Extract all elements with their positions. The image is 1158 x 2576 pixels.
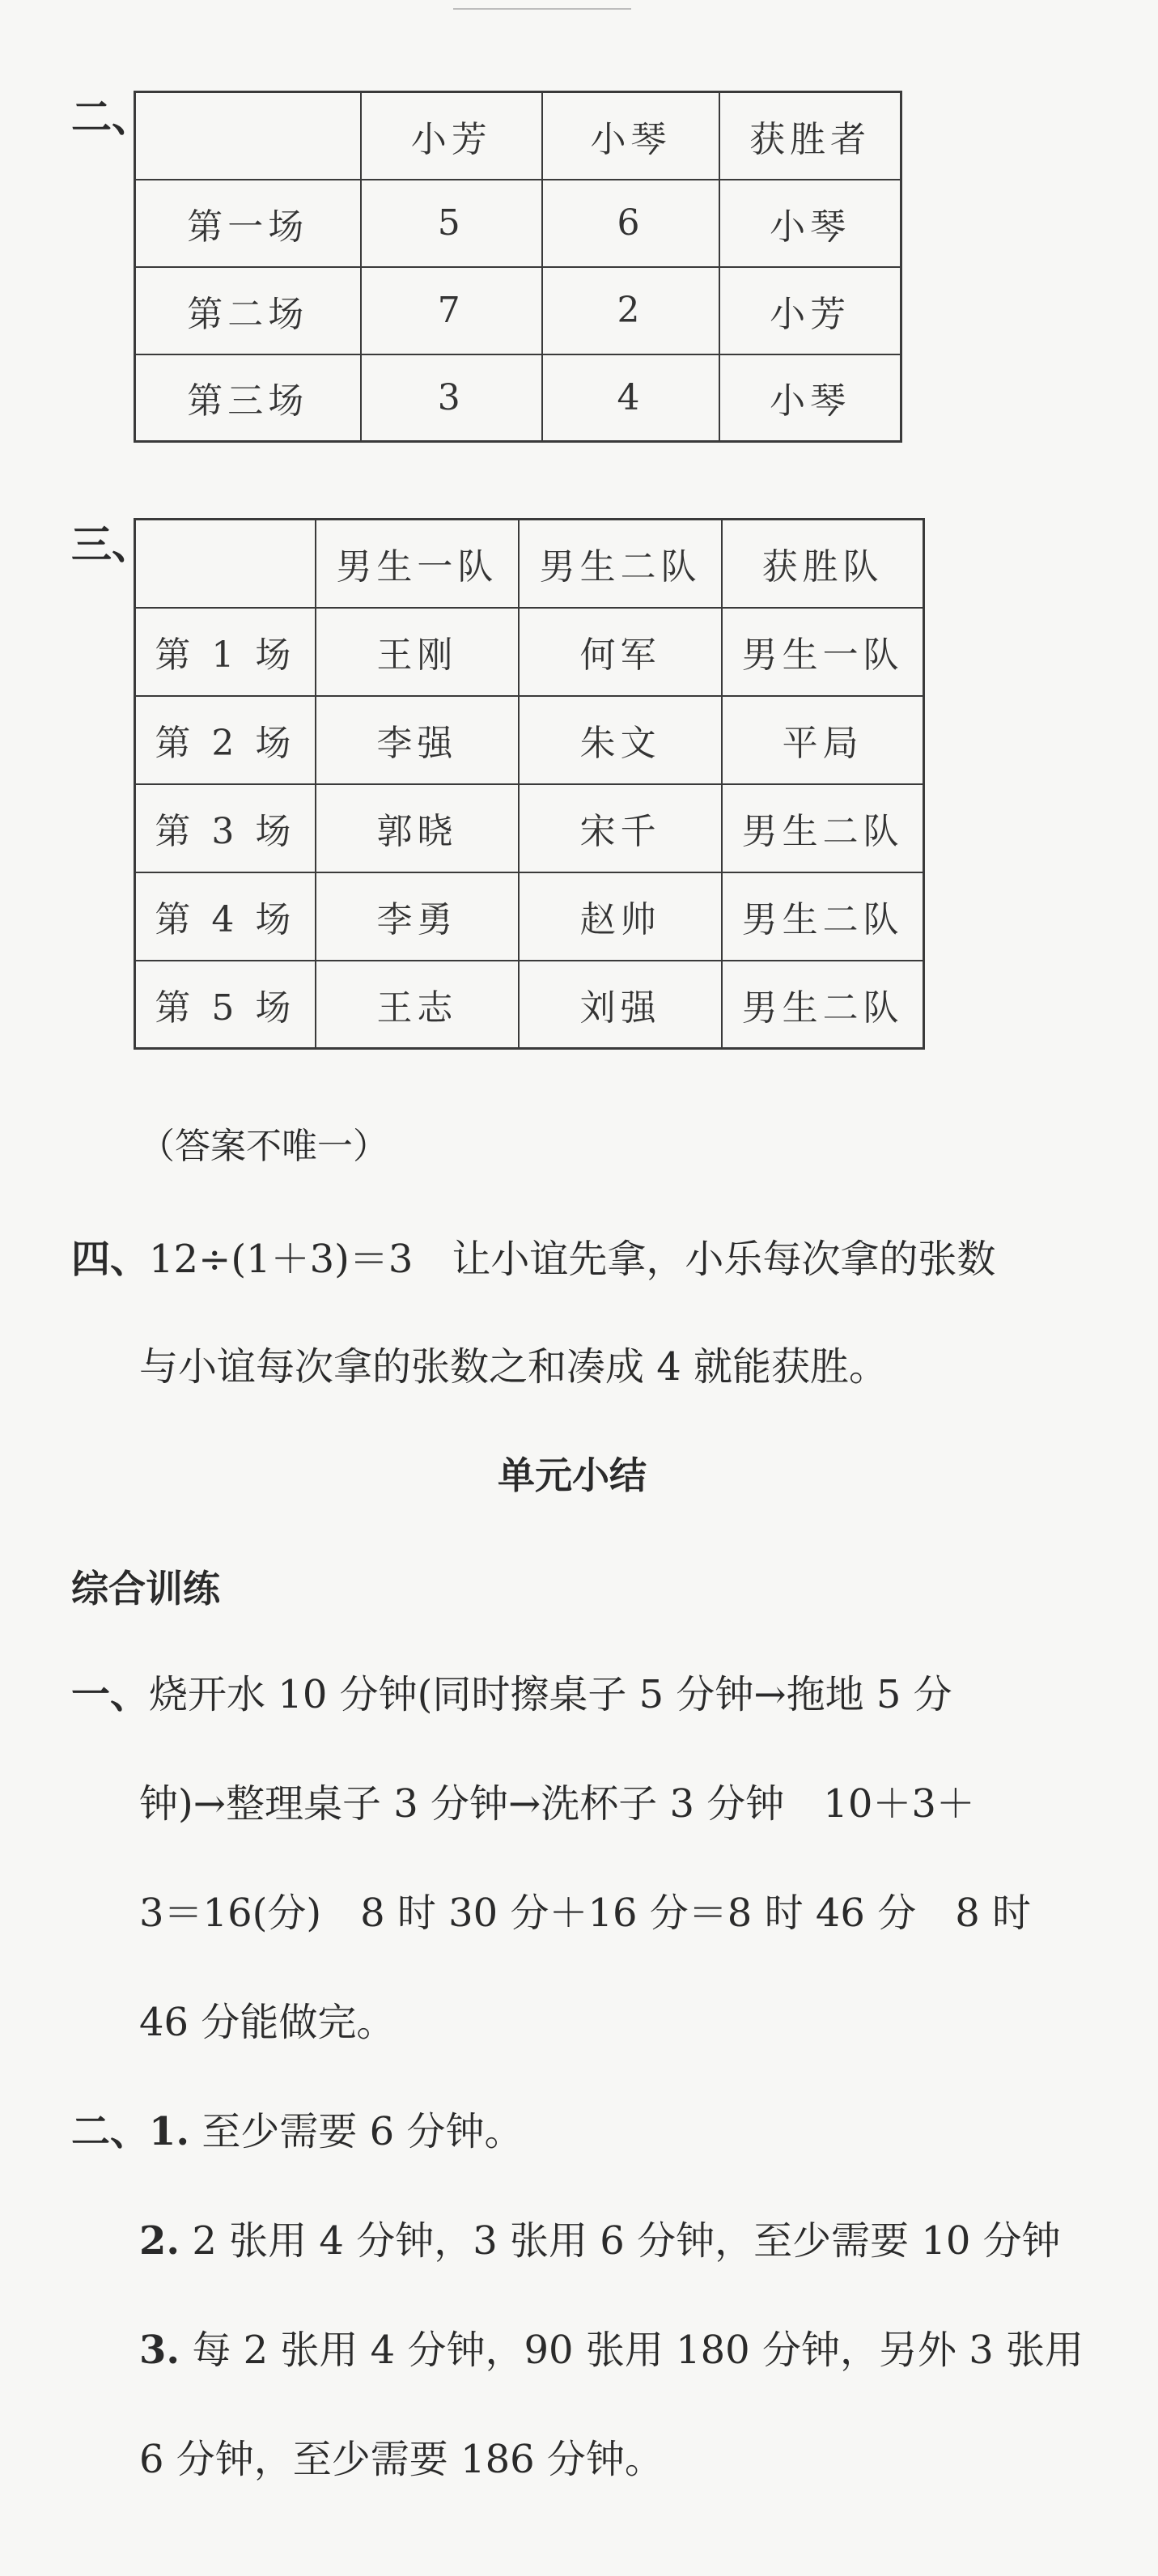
top-divider [453, 8, 631, 10]
section-4-line-1 [71, 1237, 996, 1282]
table-cell: 宋千 [519, 784, 722, 872]
table-row [135, 354, 901, 442]
part-1-text-4: 46 分能做完。 [139, 2000, 396, 2045]
table-cell: 朱文 [519, 696, 722, 784]
match-table-1-body [135, 92, 901, 442]
table-cell: 男生二队 [722, 784, 923, 872]
table-cell: 第三场 [135, 354, 361, 442]
part-1-text-3: 3＝16(分) 8 时 30 分＋16 分＝8 时 46 分 8 时 [139, 1891, 1031, 1936]
table-cell: 王刚 [316, 608, 519, 696]
table-header-cell [135, 520, 316, 608]
table-cell: 7 [361, 267, 542, 354]
table-cell: 小芳 [719, 267, 901, 354]
table-cell: 小琴 [719, 180, 901, 267]
table-cell: 赵帅 [519, 872, 722, 961]
table-row [135, 696, 924, 784]
table-cell: 王志 [316, 961, 519, 1049]
part-2-item-1 [71, 2109, 524, 2154]
table-header-cell: 小琴 [542, 92, 719, 180]
section-2-marker: 二、 [71, 93, 152, 141]
match-table-2 [134, 518, 925, 1050]
table-cell: 第 3 场 [135, 784, 316, 872]
table-cell: 第 2 场 [135, 696, 316, 784]
table-header-row [135, 92, 901, 180]
table-cell: 第二场 [135, 267, 361, 354]
table-cell: 2 [542, 267, 719, 354]
part-1-text-1: 烧开水 10 分钟(同时擦桌子 5 分钟→拖地 5 分 [149, 1672, 952, 1717]
part-2-item-3-cont: 6 分钟，至少需要 186 分钟。 [139, 2437, 664, 2482]
table-header-cell: 获胜队 [722, 520, 923, 608]
part-2-item-2-text: 2 张用 4 分钟，3 张用 6 分钟，至少需要 10 分钟 [180, 2218, 1061, 2264]
table-row [135, 267, 901, 354]
table-cell: 男生二队 [722, 961, 923, 1049]
table-cell: 李强 [316, 696, 519, 784]
part-2-item-3-num: 3. [139, 2328, 180, 2373]
table-row [135, 608, 924, 696]
table-cell: 男生一队 [722, 608, 923, 696]
table-cell: 郭晓 [316, 784, 519, 872]
table-header-cell: 小芳 [361, 92, 542, 180]
section-4-text-1: 12÷(1＋3)＝3 让小谊先拿，小乐每次拿的张数 [149, 1237, 996, 1282]
section-4-text-2: 与小谊每次拿的张数之和凑成 4 就能获胜。 [139, 1344, 889, 1390]
table-header-cell: 获胜者 [719, 92, 901, 180]
part-1-line-1 [71, 1672, 952, 1717]
table-cell: 第一场 [135, 180, 361, 267]
table-header-cell: 男生二队 [519, 520, 722, 608]
table-cell: 第 5 场 [135, 961, 316, 1049]
part-1-marker: 一、 [71, 1672, 150, 1717]
table-cell: 平局 [722, 696, 923, 784]
part-2-item-3-text: 每 2 张用 4 分钟，90 张用 180 分钟，另外 3 张用 [180, 2328, 1084, 2373]
table-cell: 6 [542, 180, 719, 267]
table-cell: 男生二队 [722, 872, 923, 961]
table-row [135, 784, 924, 872]
table-row [135, 961, 924, 1049]
answer-note: （答案不唯一） [139, 1126, 388, 1167]
part-2-marker: 二、 [71, 2109, 150, 2154]
table-cell: 第 4 场 [135, 872, 316, 961]
table-cell: 刘强 [519, 961, 722, 1049]
table-cell: 5 [361, 180, 542, 267]
part-1-text-2: 钟)→整理桌子 3 分钟→洗杯子 3 分钟 10＋3＋ [139, 1781, 975, 1827]
table-header-cell: 男生一队 [316, 520, 519, 608]
part-2-item-2-num: 2. [139, 2218, 180, 2264]
part-2-item-1-text: 至少需要 6 分钟。 [189, 2109, 524, 2154]
match-table-2-body [135, 520, 924, 1049]
table-row [135, 180, 901, 267]
table-row [135, 872, 924, 961]
table-header-cell [135, 92, 361, 180]
training-subtitle: 综合训练 [71, 1567, 220, 1611]
table-cell: 4 [542, 354, 719, 442]
table-cell: 小琴 [719, 354, 901, 442]
section-3-marker: 三、 [71, 520, 152, 568]
part-2-item-1-num: 1. [149, 2109, 190, 2154]
table-cell: 第 1 场 [135, 608, 316, 696]
part-2-item-2 [139, 2218, 1061, 2264]
table-cell: 何军 [519, 608, 722, 696]
match-table-1 [134, 91, 902, 443]
section-4-marker: 四、 [71, 1237, 150, 1282]
table-cell: 3 [361, 354, 542, 442]
unit-summary-title: 单元小结 [498, 1454, 647, 1497]
part-2-item-3 [139, 2328, 1084, 2373]
table-header-row [135, 520, 924, 608]
table-cell: 李勇 [316, 872, 519, 961]
